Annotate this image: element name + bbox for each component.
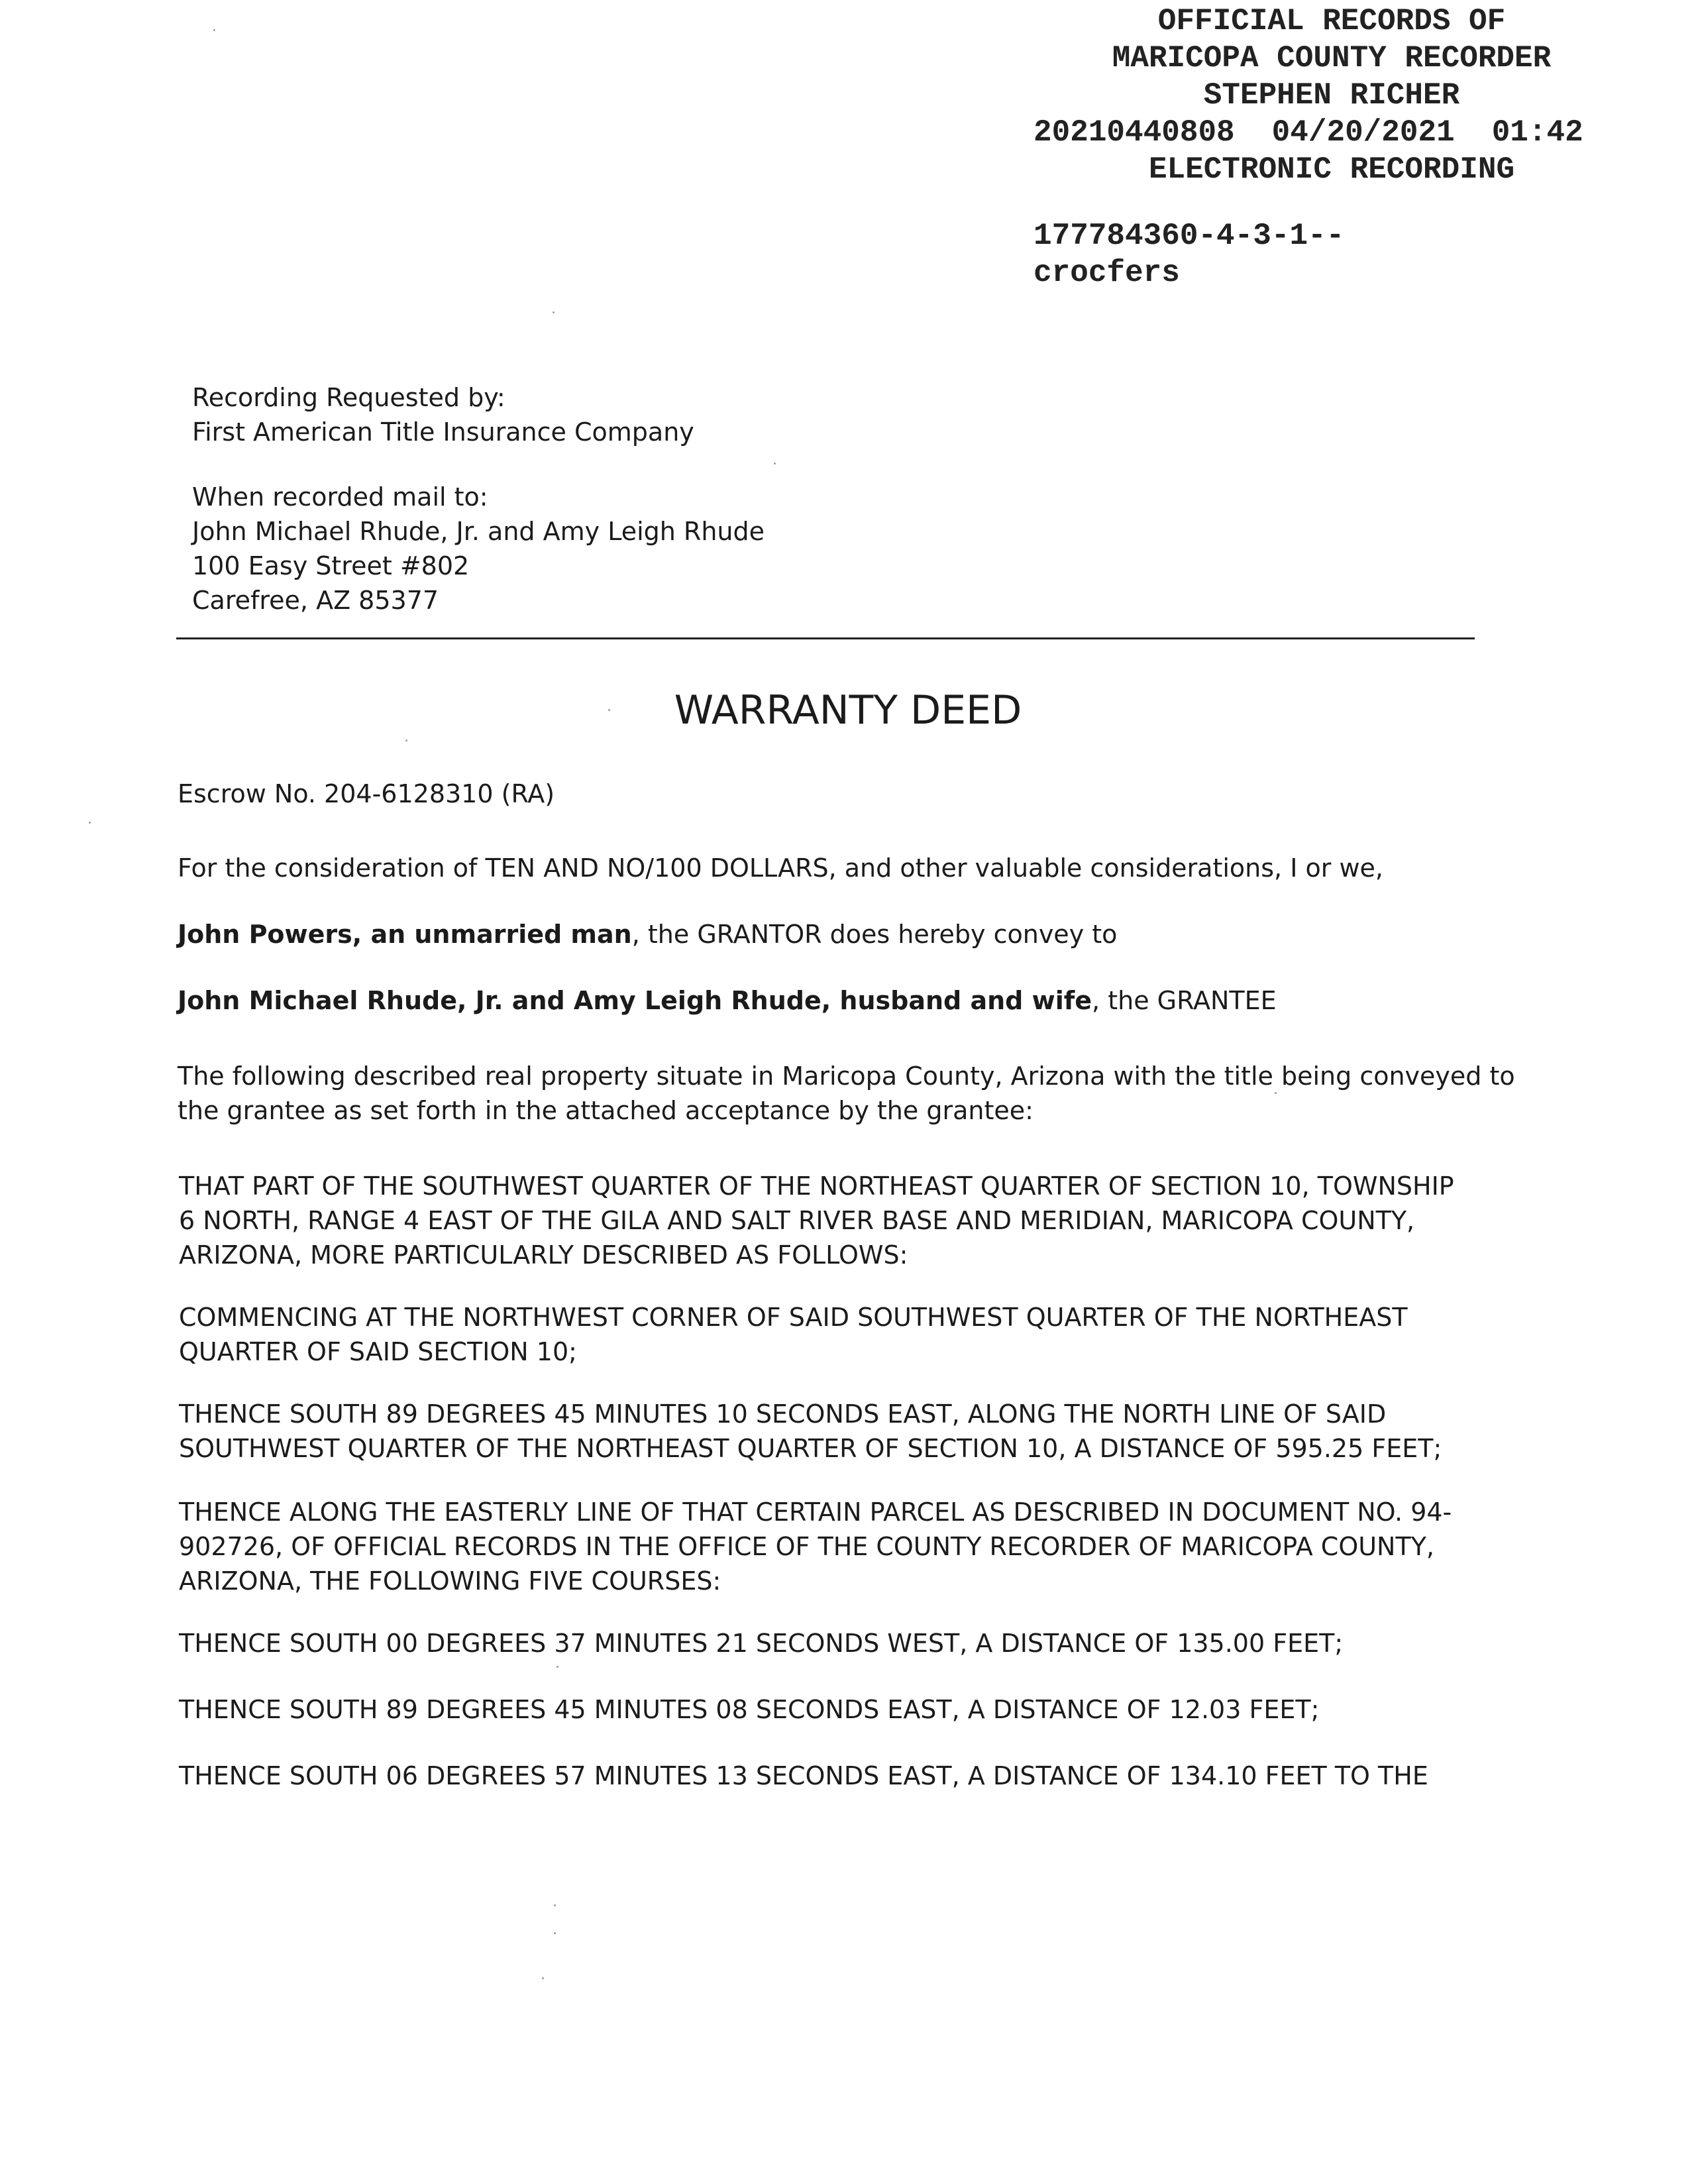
document-title: WARRANTY DEED [674, 687, 1022, 734]
legal-paragraph [179, 1397, 1442, 1466]
legal-line: QUARTER OF SAID SECTION 10; [179, 1337, 577, 1366]
property-intro-line: The following described real property situate in Maricopa County, Arizona with the title being conveyed to [178, 1062, 1515, 1091]
legal-line: 902726, OF OFFICIAL RECORDS IN THE OFFICE OF THE COUNTY RECORDER OF MARICOPA COUNTY, [179, 1532, 1434, 1561]
mail-to-city: Carefree, AZ 85377 [192, 586, 439, 615]
escrow-number: Escrow No. 204-6128310 (RA) [178, 779, 555, 808]
stamp-record-time: 01:42 [1491, 115, 1583, 150]
stamp-record-date: 04/20/2021 [1271, 115, 1455, 150]
grantor-clause [178, 917, 1117, 952]
mail-to-name: John Michael Rhude, Jr. and Amy Leigh Rhude [192, 517, 765, 546]
legal-paragraph [179, 1495, 1452, 1598]
consideration-clause: For the consideration of TEN AND NO/100 DOLLARS, and other valuable considerations, I or we, [178, 853, 1383, 883]
legal-line: 6 NORTH, RANGE 4 EAST OF THE GILA AND SALT RIVER BASE AND MERIDIAN, MARICOPA COUNTY, [179, 1206, 1415, 1235]
legal-line: THENCE SOUTH 89 DEGREES 45 MINUTES 10 SECONDS EAST, ALONG THE NORTH LINE OF SAID [179, 1399, 1387, 1429]
scan-speck [554, 1932, 556, 1934]
legal-line: COMMENCING AT THE NORTHWEST CORNER OF SAID SOUTHWEST QUARTER OF THE NORTHEAST [179, 1303, 1408, 1332]
grantee-text: , the GRANTEE [1092, 986, 1277, 1015]
scan-speck [1275, 1092, 1277, 1094]
scan-speck [554, 1904, 556, 1906]
recorder-stamp [1034, 3, 1689, 292]
stamp-record-row [1034, 114, 1689, 151]
legal-line: ARIZONA, THE FOLLOWING FIVE COURSES: [179, 1566, 721, 1596]
scan-speck [213, 29, 215, 31]
legal-paragraph [179, 1300, 1408, 1369]
stamp-user: crocfers [1034, 256, 1180, 290]
legal-paragraph [179, 1169, 1454, 1272]
scan-speck [542, 1977, 544, 1979]
header-divider [176, 637, 1475, 639]
mail-to-street: 100 Easy Street #802 [192, 551, 470, 580]
legal-paragraph [179, 1692, 1319, 1727]
legal-line: SOUTHWEST QUARTER OF THE NORTHEAST QUARTER OF SECTION 10, A DISTANCE OF 595.25 FEET; [179, 1434, 1442, 1463]
stamp-line-county-recorder: MARICOPA COUNTY RECORDER [1112, 41, 1552, 76]
stamp-doc-ids [1034, 217, 1689, 292]
property-intro-line: the grantee as set forth in the attached acceptance by the grantee: [178, 1096, 1034, 1125]
scan-speck [89, 822, 91, 824]
grantee-clause [178, 983, 1277, 1018]
scan-speck [608, 709, 610, 711]
legal-paragraph [179, 1626, 1343, 1661]
stamp-doc-code: 177784360-4-3-1-- [1034, 219, 1345, 253]
recording-requested-label: Recording Requested by: [192, 383, 505, 412]
legal-line: THENCE SOUTH 00 DEGREES 37 MINUTES 21 SECONDS WEST, A DISTANCE OF 135.00 FEET; [179, 1629, 1344, 1658]
scan-speck [553, 311, 555, 313]
scan-speck [774, 463, 776, 464]
stamp-line-official-records: OFFICIAL RECORDS OF [1157, 4, 1506, 38]
stamp-line-recorder-name: STEPHEN RICHER [1203, 78, 1460, 113]
stamp-record-number: 20210440808 [1034, 115, 1235, 150]
grantee-name: John Michael Rhude, Jr. and Amy Leigh Rhude, husband and wife [178, 986, 1092, 1015]
legal-line: THAT PART OF THE SOUTHWEST QUARTER OF THE NORTHEAST QUARTER OF SECTION 10, TOWNSHIP [179, 1172, 1454, 1201]
stamp-line-electronic-recording: ELECTRONIC RECORDING [1148, 152, 1515, 187]
legal-line: THENCE SOUTH 89 DEGREES 45 MINUTES 08 SECONDS EAST, A DISTANCE OF 12.03 FEET; [179, 1695, 1320, 1724]
scan-speck [556, 1666, 558, 1668]
mail-to-label: When recorded mail to: [192, 482, 488, 512]
property-intro [178, 1059, 1515, 1128]
legal-line: THENCE SOUTH 06 DEGREES 57 MINUTES 13 SECONDS EAST, A DISTANCE OF 134.10 FEET TO THE [179, 1761, 1428, 1790]
grantor-name: John Powers, an unmarried man [178, 920, 632, 949]
legal-line: ARIZONA, MORE PARTICULARLY DESCRIBED AS FOLLOWS: [179, 1240, 908, 1270]
recording-requested-company: First American Title Insurance Company [192, 417, 694, 447]
mail-to-block [192, 480, 765, 618]
scan-speck [405, 739, 407, 741]
legal-paragraph [179, 1759, 1428, 1793]
legal-line: THENCE ALONG THE EASTERLY LINE OF THAT CERTAIN PARCEL AS DESCRIBED IN DOCUMENT NO. 94- [179, 1498, 1452, 1527]
recording-requested-block [192, 380, 694, 449]
grantor-text: , the GRANTOR does hereby convey to [631, 920, 1118, 949]
